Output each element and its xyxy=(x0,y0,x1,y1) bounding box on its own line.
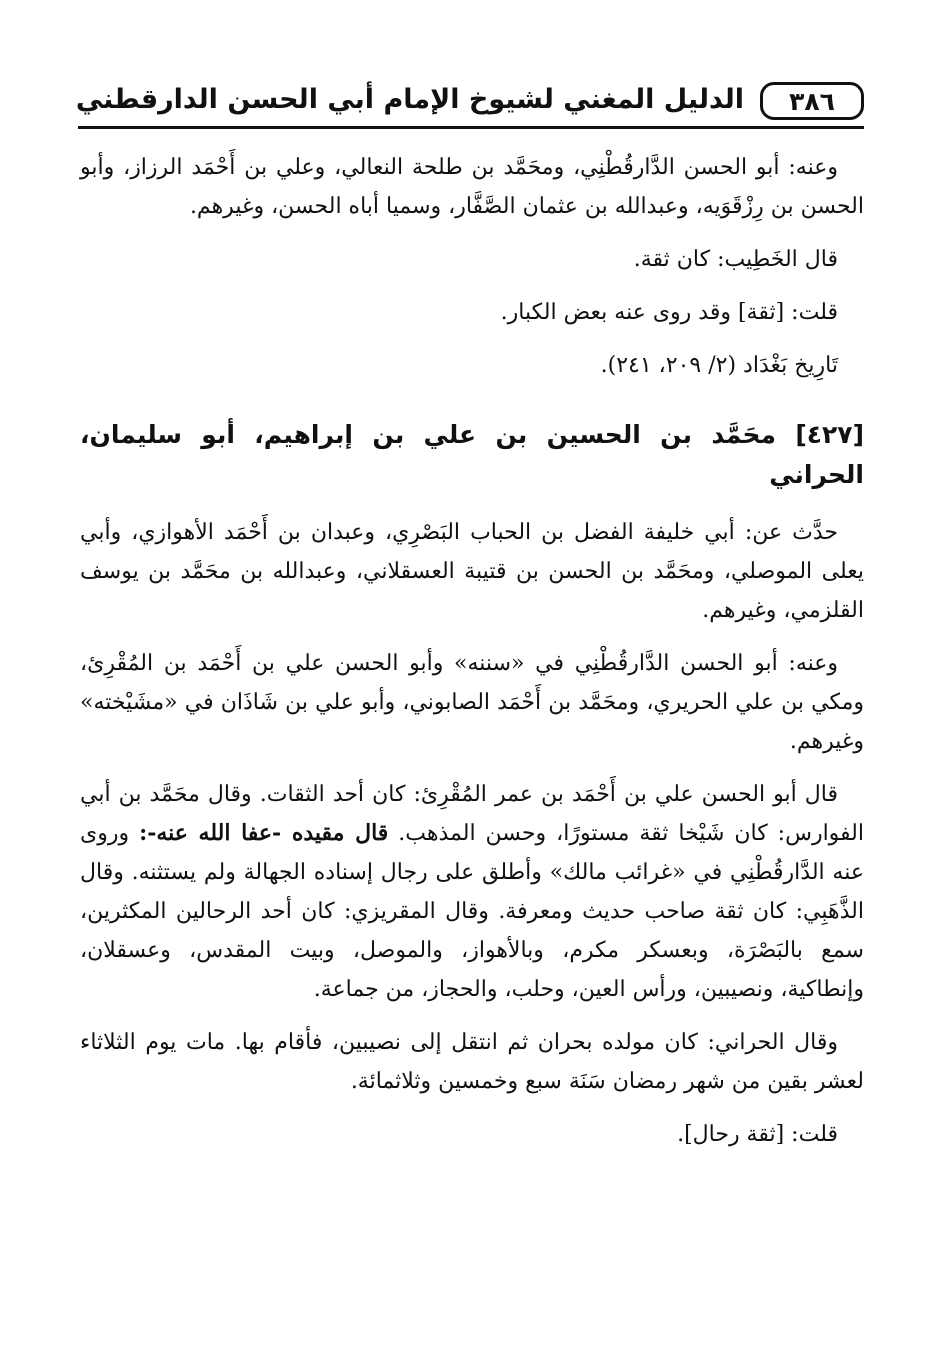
running-header xyxy=(75,76,864,130)
previous-entry-reference: تَارِيخ بَغْدَاد (٢/ ٢٠٩، ٢٤١). xyxy=(600,353,838,378)
running-title: الدليل المغني لشيوخ الإمام أبي الحسن الدارقطني xyxy=(75,84,744,115)
author-remark-label: قال مقيده -عفا الله عنه-: xyxy=(139,820,389,846)
page-body xyxy=(80,148,864,1168)
previous-entry-author-note: قلت: [ثقة] وقد روى عنه بعض الكبار. xyxy=(500,300,838,325)
entry-students: وعنه: أبو الحسن الدَّارقُطْنِي في «سننه» وأبو الحسن علي بن أَحْمَد بن المُقْرِئ، ومكي بن علي الحريري، ومحَمَّد بن أَحْمَد الصابوني، وأبو علي بن شَاذَان في «مشَيْخته» وغيرهم. xyxy=(80,651,864,754)
entry-grading xyxy=(80,775,864,1009)
header-rule xyxy=(78,126,864,129)
previous-entry-khatib-quote: قال الخَطِيب: كان ثقة. xyxy=(633,247,838,272)
entry-teachers: حدَّث عن: أبي خليفة الفضل بن الحباب البَصْرِي، وعبدان بن أَحْمَد الأهوازي، وأبي يعلى الموصلي، ومحَمَّد بن الحسن بن قتيبة العسقلاني، وعبدالله بن محَمَّد بن يوسف القلزمي، وغيرهم. xyxy=(80,520,864,623)
entry-heading: [٤٢٧] محَمَّد بن الحسين بن علي بن إبراهيم، أبو سليمان، الحراني xyxy=(80,420,864,489)
entry-author-verdict: قلت: [ثقة رحال]. xyxy=(677,1122,838,1147)
page-number: ٣٨٦ xyxy=(760,82,864,120)
entry-grading-part2: وروى عنه الدَّارقُطْنِي في «غرائب مالك» وأطلق على رجال إسناده الجهالة ولم يستثنه. وقال الذَّهَبِي: كان ثقة صاحب حديث ومعرفة. وقال المقريزي: كان أحد الرحالين المكثرين، سمع بالبَصْرَة، وبعسكر مكرم، وبالأهواز، والموصل، وبيت المقدس، وعسقلان، وإنطاكية، ونصيبين، ورأس العين، وحلب، والحجاز، من جماعة. xyxy=(80,821,864,1002)
entry-death-note: وقال الحراني: كان مولده بحران ثم انتقل إلى نصيبين، فأقام بها. مات يوم الثلاثاء لعشر بقين من شهر رمضان سَنَة سبع وخمسين وثلاثمائة. xyxy=(80,1030,864,1094)
previous-entry-students: وعنه: أبو الحسن الدَّارقُطْنِي، ومحَمَّد بن طلحة النعالي، وعلي بن أَحْمَد الرزاز، وأبو الحسن بن رِزْقَوَيه، وعبدالله بن عثمان الصَّفَّار، وسميا أباه الحسن، وغيرهم. xyxy=(80,155,864,219)
entry-grading-part1: قال أبو الحسن علي بن أَحْمَد بن عمر المُقْرِئ: كان أحد الثقات. وقال محَمَّد بن أبي الفوارس: كان شَيْخا ثقة مستورًا، وحسن المذهب. xyxy=(80,782,864,846)
